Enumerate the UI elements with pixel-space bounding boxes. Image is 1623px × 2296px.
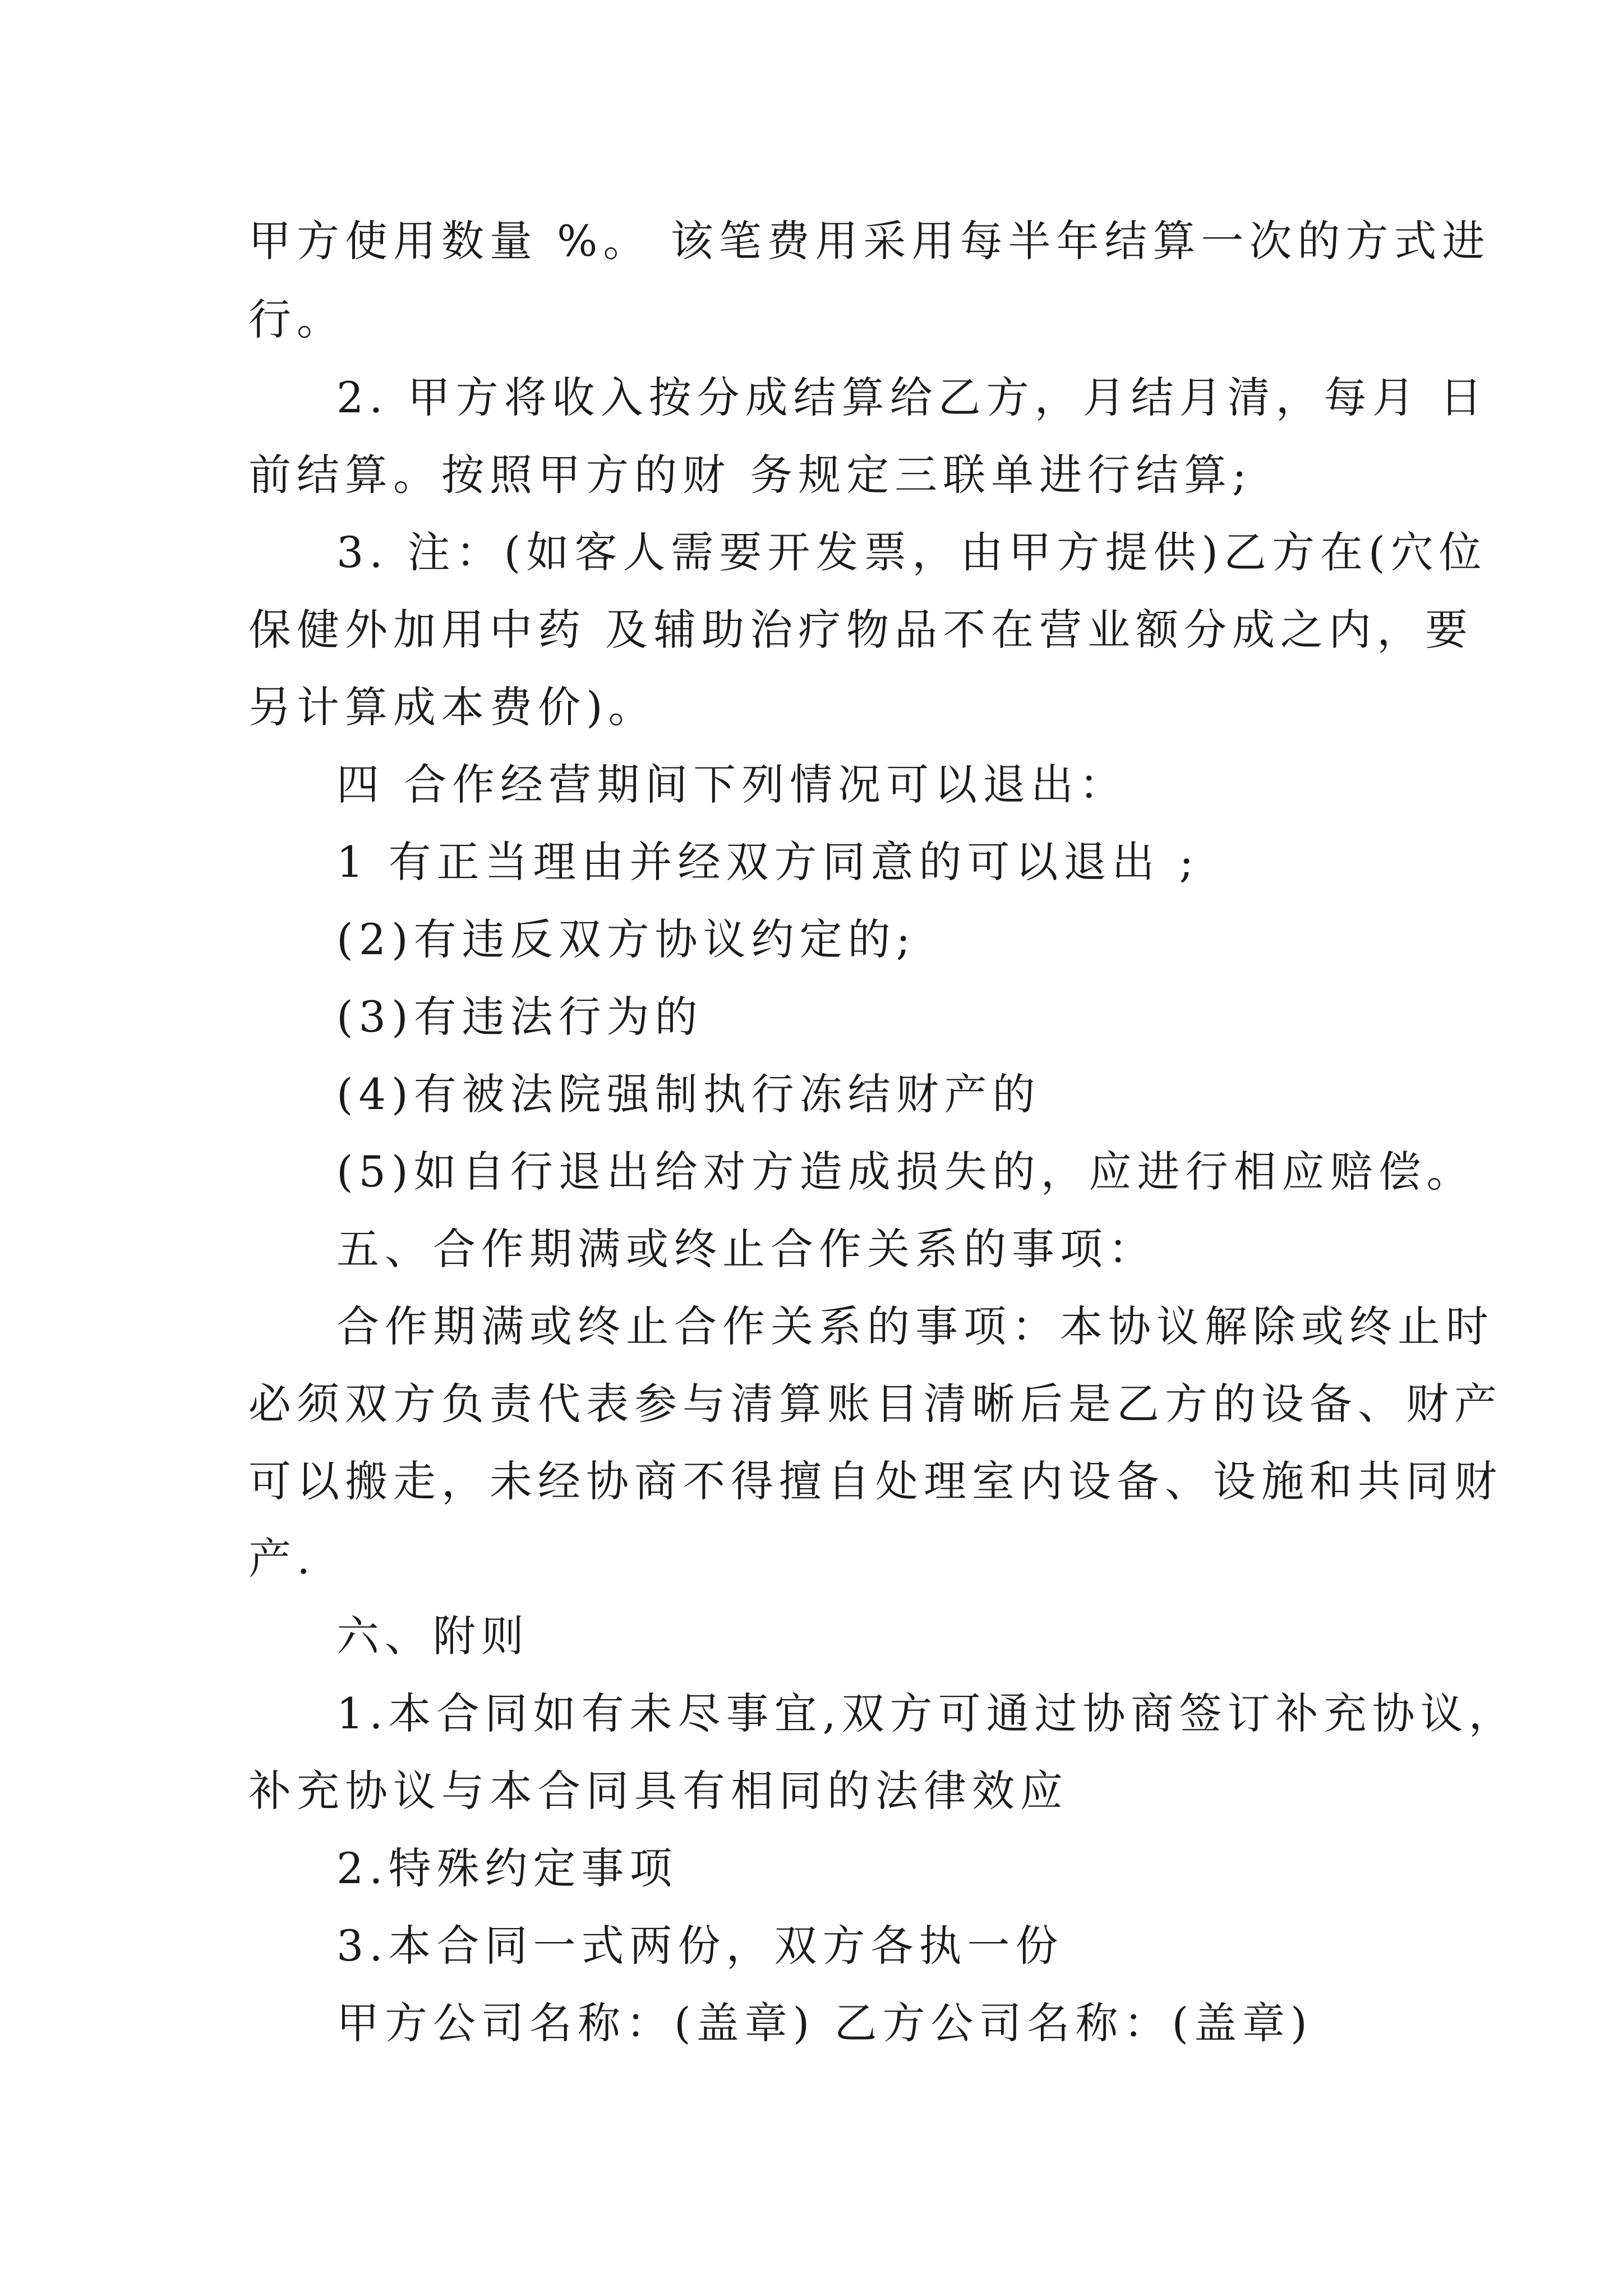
list-item: 1 有正当理由并经双方同意的可以退出 ;: [336, 837, 1200, 887]
list-item: 2.特殊约定事项: [336, 1843, 678, 1893]
list-item: (3)有违法行为的: [336, 992, 703, 1042]
text-line: 甲方使用数量 %。 该笔费用采用每半年结算一次的方式进: [248, 216, 1491, 266]
signature-line: 甲方公司名称：(盖章) 乙方公司名称：(盖章): [336, 1998, 1313, 2048]
text-line: 必须双方负责代表参与清算账目清晰后是乙方的设备、财产: [248, 1379, 1502, 1429]
section-heading: 六、附则: [336, 1611, 529, 1661]
text-line: 补充协议与本合同具有相同的法律效应: [248, 1766, 1068, 1816]
text-line: 产.: [248, 1534, 316, 1584]
list-item: 1.本合同如有未尽事宜,双方可通过协商签订补充协议，: [336, 1688, 1517, 1738]
text-line: 合作期满或终止合作关系的事项：本协议解除或终止时: [336, 1301, 1494, 1351]
section-heading: 四 合作经营期间下列情况可以退出：: [336, 760, 1128, 809]
text-line: 另计算成本费价)。: [248, 682, 657, 732]
text-line: 3. 注：(如客人需要开发票，由甲方提供)乙方在(穴位: [336, 527, 1487, 577]
list-item: 3.本合同一式两份，双方各执一份: [336, 1921, 1064, 1971]
list-item: (2)有违反双方协议约定的;: [336, 914, 916, 964]
list-item: (4)有被法院强制执行冻结财产的: [336, 1069, 1041, 1119]
text-line: 前结算。按照甲方的财 务规定三联单进行结算;: [248, 450, 1252, 500]
list-item: (5)如自行退出给对方造成损失的，应进行相应赔偿。: [336, 1147, 1475, 1197]
text-line: 可以搬走，未经协商不得擅自处理室内设备、设施和共同财: [248, 1456, 1502, 1506]
text-line: 行。: [248, 295, 345, 344]
section-heading: 五、合作期满或终止合作关系的事项：: [336, 1224, 1156, 1274]
text-line: 保健外加用中药 及辅助治疗物品不在营业额分成之内，要: [248, 605, 1474, 655]
text-line: 2. 甲方将收入按分成结算给乙方，月结月清，每月 日: [336, 372, 1488, 422]
